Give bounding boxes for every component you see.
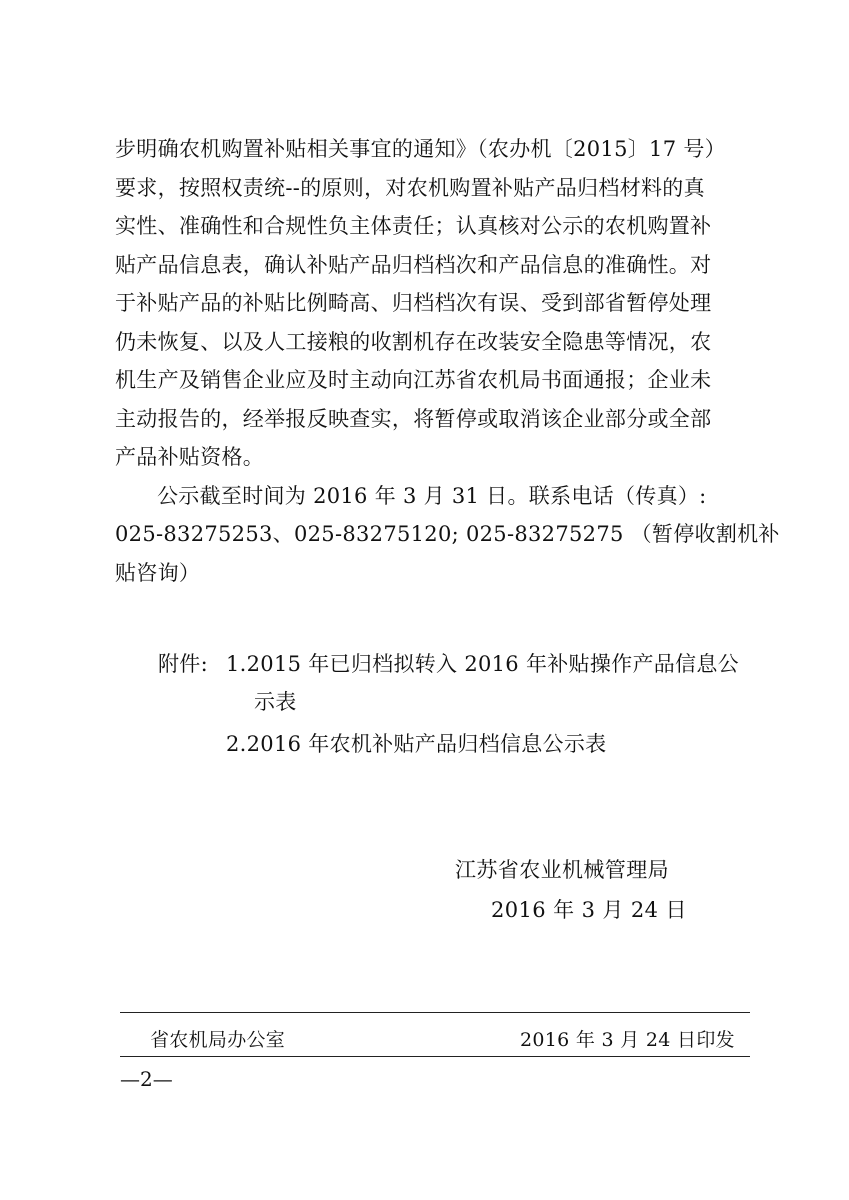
footer-issue-date: 2016 年 3 月 24 日印发 (520, 1029, 735, 1051)
issuing-organization: 江苏省农业机械管理局 (455, 858, 669, 882)
body-line-1: 步明确农机购置补贴相关事宜的通知》（农办机〔2015〕17 号） (115, 137, 726, 161)
footer-top-rule (120, 1012, 750, 1013)
body-line-8: 主动报告的，经举报反映查实，将暂停或取消该企业部分或全部 (115, 406, 712, 431)
signature-block (455, 850, 687, 930)
contact-line-2: 025-83275253、025-83275120; 025-83275275 （暂停收割机补 (115, 522, 780, 546)
body-line-3: 实性、准确性和合规性负主体责任；认真核对公示的农机购置补 (115, 214, 712, 238)
footer-bottom-rule (120, 1056, 750, 1057)
body-line-6: 仍未恢复、以及人工接粮的收割机存在改装安全隐患等情况，农 (115, 329, 712, 354)
attachment-1-text: 1.2015 年已归档拟转入 2016 年补贴操作产品信息公 (226, 652, 739, 676)
body-line-2: 要求，按照权责统--的原则，对农机购置补贴产品归档材料的真 (115, 175, 705, 200)
body-line-4: 贴产品信息表，确认补贴产品归档档次和产品信息的准确性。对 (115, 252, 712, 277)
body-text (115, 130, 780, 592)
attachment-2-text: 2.2016 年农机补贴产品归档信息公示表 (226, 732, 607, 756)
attachment-item-1 (158, 645, 739, 683)
contact-line-1: 公示截至时间为 2016 年 3 月 31 日。联系电话（传真）: (157, 483, 707, 508)
contact-line-3: 贴咨询） (115, 560, 201, 585)
page-number: —2— (120, 1067, 173, 1091)
body-line-9: 产品补贴资格。 (115, 445, 265, 469)
attachments-list (158, 645, 739, 763)
attachment-1-continuation: 示表 (254, 690, 297, 714)
attachments-label: 附件: (158, 652, 208, 676)
signature-date: 2016 年 3 月 24 日 (491, 898, 687, 922)
body-line-5: 于补贴产品的补贴比例畸高、归档档次有误、受到部省暂停处理 (115, 291, 712, 315)
body-line-7: 机生产及销售企业应及时主动向江苏省农机局书面通报；企业未 (115, 368, 712, 392)
footer-issuer: 省农机局办公室 (150, 1029, 286, 1051)
